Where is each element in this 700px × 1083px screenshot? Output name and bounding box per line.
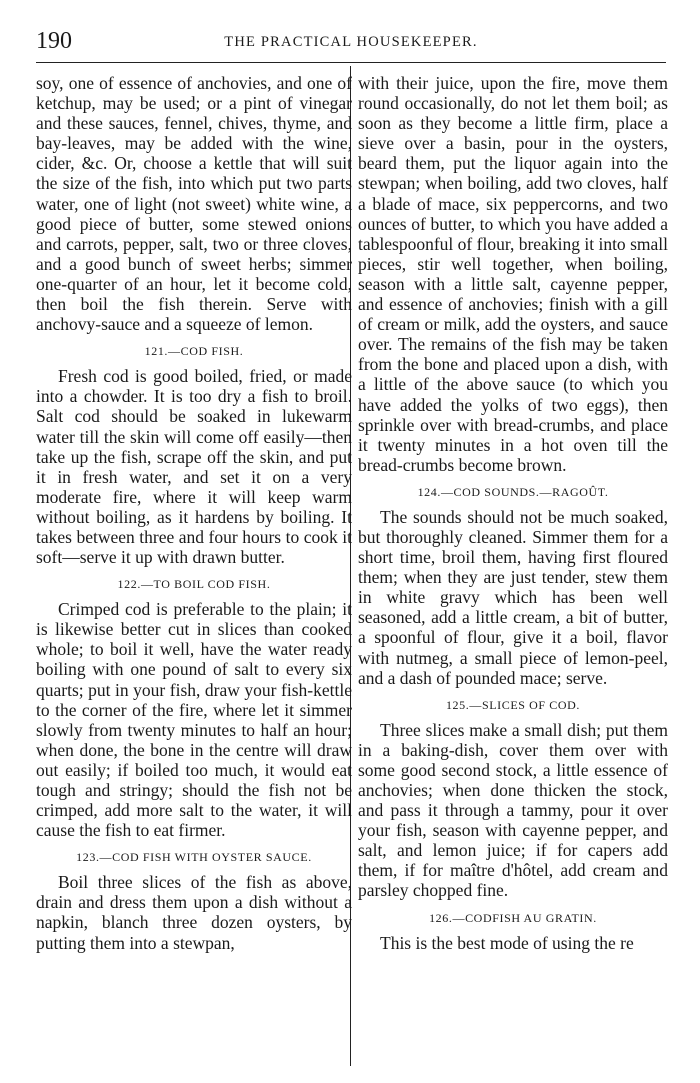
running-title: THE PRACTICAL HOUSEKEEPER. bbox=[224, 34, 478, 50]
page-number: 190 bbox=[36, 28, 72, 54]
recipe-121-text: Fresh cod is good boiled, fried, or made into a chowder. It is too dry a fish to broil. Salt cod should be soaked in lukewarm water till the skin will come off easily—then take up the fish, scrape off the skin, and put it in fresh water, and set it on a very moderate fire, where it will keep warm without boiling, as it hardens by boiling. It takes between three and four hours to cook it soft—serve it up with drawn butter. bbox=[36, 366, 352, 568]
right-column bbox=[358, 73, 668, 953]
recipe-123-text: Boil three slices of the fish as above, drain and dress them upon a dish without a napkin, blanch three dozen oysters, by putting them into a stewpan, bbox=[36, 872, 352, 953]
recipe-126-heading: 126.—CODFISH AU GRATIN. bbox=[429, 910, 597, 925]
continued-paragraph: soy, one of essence of anchovies, and one of ketchup, may be used; or a pint of vinegar and these sauces, fennel, chives, thyme, and bay-leaves, may be added with the wine, cider, &c. Or, choose a kettle that will suit the size of the fish, into which put two parts water, one of light (not sweet) white wine, a good piece of butter, some stewed onions and carrots, pepper, salt, two or three cloves, and a good bunch of sweet herbs; simmer one-quarter of an hour, let it become cold, then boil the fish therein. Serve with anchovy-sauce and a squeeze of lemon. bbox=[36, 73, 352, 335]
recipe-123-heading: 123.—COD FISH WITH OYSTER SAUCE. bbox=[76, 850, 312, 865]
recipe-124-heading: 124.—COD SOUNDS.—RAGOÛT. bbox=[417, 484, 609, 499]
recipe-122-text: Crimped cod is preferable to the plain; it is likewise better cut in slices than cooked whole; to boil it well, have the water ready boiling with one pound of salt to every six quarts; put in your fish, draw your fish-kettle to the corner of the fire, where let it simmer slowly from twenty minutes to half an hour; when done, the bone in the centre will draw out easily; if boiled too much, it would eat tough and stringy; should the fish not be crimped, add more salt to the water, it will cause the fish to eat firmer. bbox=[36, 599, 352, 841]
recipe-126-text: This is the best mode of using the re bbox=[380, 932, 634, 953]
recipe-123-continued-text: with their juice, upon the fire, move them round occasionally, do not let them boil; as soon as they become a little firm, place a sieve over a basin, pour in the oysters, beard them, put the liquor again into the stewpan; when boiling, add two cloves, half a blade of mace, six peppercorns, and two ounces of butter, to which you have added a tablespoonful of flour, breaking it into small pieces, stir well together, when boiling, season with a little salt, cayenne pepper, and essence of anchovies; finish with a gill of cream or milk, add the oysters, and sauce over. The remains of the fish may be taken from the bone and placed upon a dish, with a little of the above sauce (to which you have added the yolks of two eggs), then sprinkle over with bread-crumbs, and place it twenty minutes in a hot oven till the bread-crumbs become brown. bbox=[358, 73, 668, 475]
recipe-124-text: The sounds should not be much soaked, but thoroughly cleaned. Simmer them for a short time, broil them, having first floured them; when they are just tender, stew them in white gravy which has been well seasoned, add a little cream, a bit of butter, a spoonful of flour, give it a boil, flavor with nutmeg, a small piece of lemon-peel, and a dash of pounded mace; serve. bbox=[358, 506, 668, 688]
recipe-125-text: Three slices make a small dish; put them in a baking-dish, cover them over with some good second stock, a little essence of anchovies; when done thicken the stock, and pass it through a tammy, pour it over your fish, season with cayenne pepper, and salt, and lemon juice; if for capers add them, if for maître d'hôtel, add cream and parsley chopped fine. bbox=[358, 719, 668, 901]
recipe-122-heading: 122.—TO BOIL COD FISH. bbox=[117, 577, 271, 592]
recipe-125-heading: 125.—SLICES OF COD. bbox=[445, 697, 581, 712]
page-header bbox=[36, 22, 666, 63]
recipe-121-heading: 121.—COD FISH. bbox=[144, 344, 244, 359]
left-column bbox=[36, 73, 352, 953]
